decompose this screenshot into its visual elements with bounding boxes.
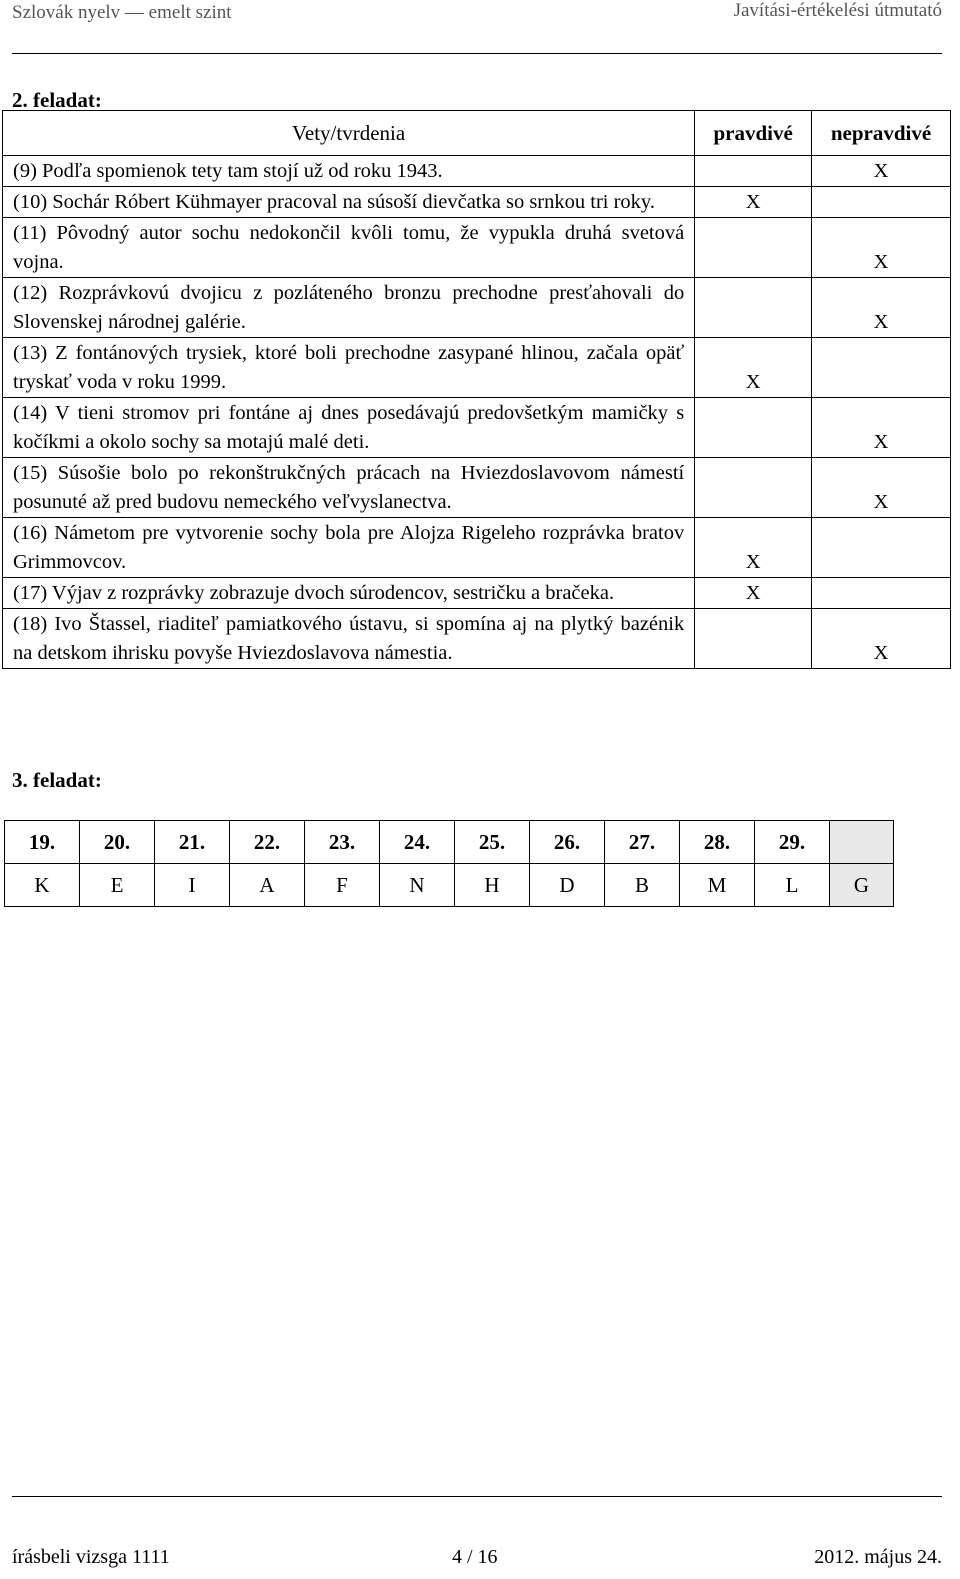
footer-date: 2012. május 24. (814, 1546, 942, 1568)
statement-text: (18) Ivo Štassel, riaditeľ pamiatkového ústavu, si spomína aj na plytký bazénik na detskom ihrisku povyše Hviezdoslavova námestia. (3, 609, 695, 669)
table-row (3, 398, 951, 458)
table-row (3, 518, 951, 578)
question-number: 29. (755, 821, 830, 864)
footer-page-number: 4 / 16 (452, 1546, 498, 1568)
true-mark: X (695, 578, 812, 609)
answer-letter-extra: G (830, 864, 894, 907)
task2-title: 2. feladat: (12, 88, 102, 112)
table-row (3, 338, 951, 398)
table-row (3, 156, 951, 187)
true-mark (695, 398, 812, 458)
true-mark: X (695, 518, 812, 578)
column-header-false: nepravdivé (812, 111, 951, 156)
statement-text: (15) Súsošie bolo po rekonštrukčných prácach na Hviezdoslavovom námestí posunuté až pred budovu nemeckého veľvyslanectva. (3, 458, 695, 518)
question-number: 27. (605, 821, 680, 864)
footer-rule (12, 1496, 942, 1497)
footer-exam-code: írásbeli vizsga 1111 (12, 1546, 170, 1568)
question-number: 19. (5, 821, 80, 864)
answer-letter: H (455, 864, 530, 907)
statement-text: (17) Výjav z rozprávky zobrazuje dvoch súrodencov, sestričku a bračeka. (3, 578, 695, 609)
statement-text: (9) Podľa spomienok tety tam stojí už od roku 1943. (3, 156, 695, 187)
answer-key-table (4, 820, 894, 907)
statement-text: (14) V tieni stromov pri fontáne aj dnes posedávajú predovšetkým mamičky s kočíkmi a okolo sochy sa motajú malé deti. (3, 398, 695, 458)
question-number: 24. (380, 821, 455, 864)
table-row (3, 278, 951, 338)
false-mark: X (812, 609, 951, 669)
true-false-table (2, 110, 951, 669)
false-mark: X (812, 278, 951, 338)
question-number: 20. (80, 821, 155, 864)
question-number: 28. (680, 821, 755, 864)
answer-letter-row (5, 864, 894, 907)
task3-title: 3. feladat: (12, 768, 102, 792)
column-header-statements: Vety/tvrdenia (3, 111, 695, 156)
page-header (12, 0, 942, 56)
answer-letter: E (80, 864, 155, 907)
table-row (3, 609, 951, 669)
true-mark: X (695, 187, 812, 218)
table-header-row (3, 111, 951, 156)
column-header-true: pravdivé (695, 111, 812, 156)
question-number: 23. (305, 821, 380, 864)
statement-text: (16) Námetom pre vytvorenie sochy bola pre Alojza Rigeleho rozprávka bratov Grimmovcov. (3, 518, 695, 578)
false-mark: X (812, 218, 951, 278)
true-mark (695, 156, 812, 187)
answer-letter: L (755, 864, 830, 907)
answer-letter: M (680, 864, 755, 907)
answer-letter: N (380, 864, 455, 907)
true-mark (695, 218, 812, 278)
header-rule (12, 53, 942, 54)
header-subject: Szlovák nyelv — emelt szint (12, 2, 232, 23)
question-number: 22. (230, 821, 305, 864)
table-row (3, 187, 951, 218)
table-row (3, 218, 951, 278)
true-mark (695, 458, 812, 518)
statement-text: (13) Z fontánových trysiek, ktoré boli prechodne zasypané hlinou, začala opäť tryskať voda v roku 1999. (3, 338, 695, 398)
question-number: 21. (155, 821, 230, 864)
question-number: 25. (455, 821, 530, 864)
true-mark (695, 278, 812, 338)
true-mark (695, 609, 812, 669)
statement-text: (11) Pôvodný autor sochu nedokončil kvôli tomu, že vypukla druhá svetová vojna. (3, 218, 695, 278)
answer-letter: F (305, 864, 380, 907)
question-number-row (5, 821, 894, 864)
header-guide-title: Javítási-értékelési útmutató (733, 0, 942, 21)
statement-text: (10) Sochár Róbert Kühmayer pracoval na súsoší dievčatka so srnkou tri roky. (3, 187, 695, 218)
false-mark: X (812, 156, 951, 187)
false-mark (812, 518, 951, 578)
answer-letter: D (530, 864, 605, 907)
question-number: 26. (530, 821, 605, 864)
false-mark (812, 187, 951, 218)
true-mark: X (695, 338, 812, 398)
answer-letter: I (155, 864, 230, 907)
table-row (3, 458, 951, 518)
answer-letter: B (605, 864, 680, 907)
page-footer (12, 1496, 942, 1576)
answer-letter: K (5, 864, 80, 907)
shaded-empty-cell (830, 821, 894, 864)
false-mark: X (812, 458, 951, 518)
statement-text: (12) Rozprávkovú dvojicu z pozláteného bronzu prechodne presťahovali do Slovenskej národnej galérie. (3, 278, 695, 338)
table-row (3, 578, 951, 609)
false-mark (812, 578, 951, 609)
answer-letter: A (230, 864, 305, 907)
false-mark (812, 338, 951, 398)
false-mark: X (812, 398, 951, 458)
